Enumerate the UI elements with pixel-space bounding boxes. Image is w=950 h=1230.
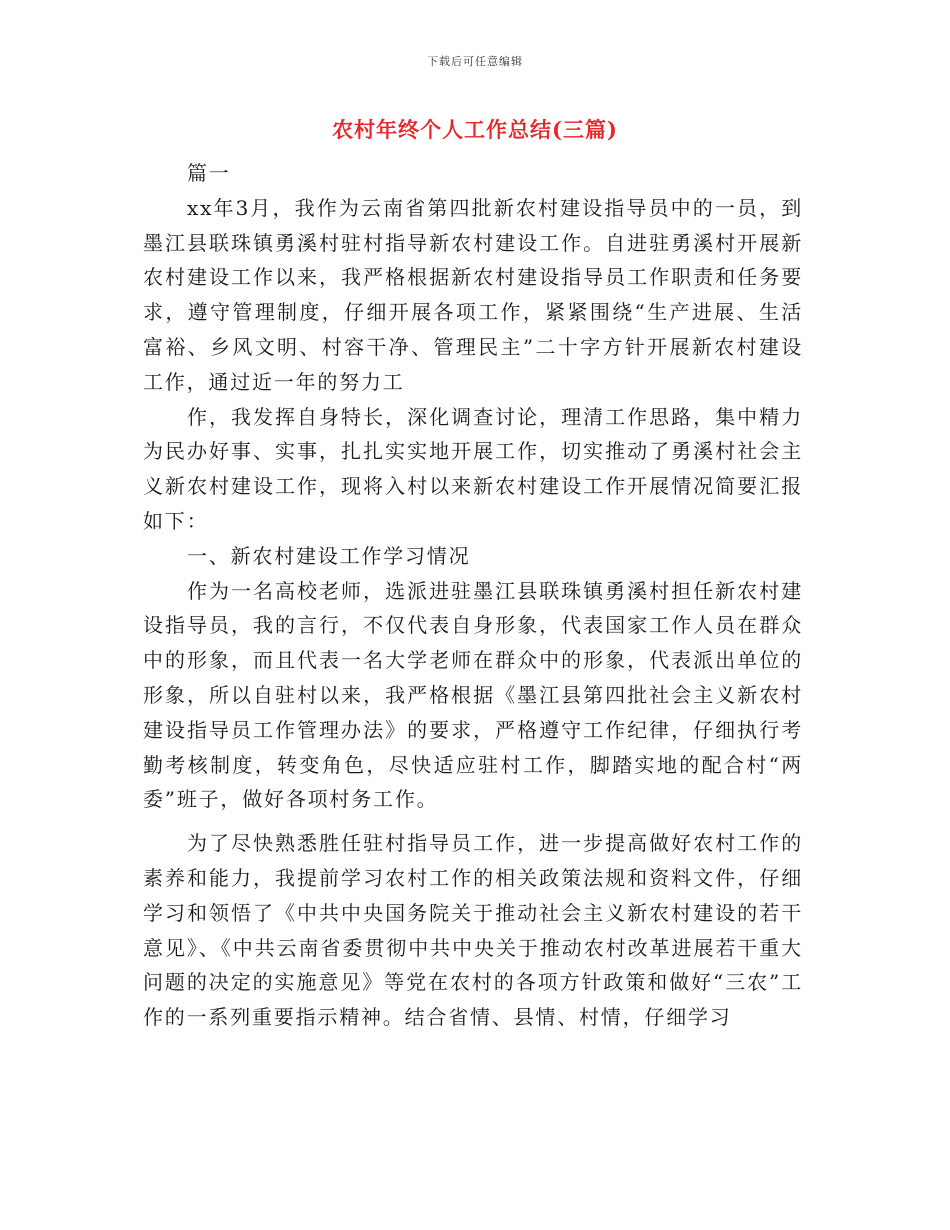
paragraph-gap <box>143 817 803 826</box>
document-title: 农村年终个人工作总结(三篇) <box>332 117 618 142</box>
paragraph: 作为一名高校老师，选派进驻墨江县联珠镇勇溪村担任新农村建设指导员，我的言行，不仅代表自身形象，代表国家工作人员在群众中的形象，而且代表一名大学老师在群众中的形象，代表派出单位的形象，所以自驻村以来，我严格根据《墨江县第四批社会主义新农村建设指导员工作管理办法》的要求，严格遵守工作纪律，仔细执行考勤考核制度，转变角色，尽快适应驻村工作，脚踏实地的配合村“两委”班子，做好各项村务工作。 <box>143 578 803 812</box>
paragraph: 作，我发挥自身特长，深化调查讨论，理清工作思路，集中精力为民办好事、实事，扎扎实实地开展工作，切实推动了勇溪村社会主义新农村建设工作，现将入村以来新农村建设工作开展情况简要汇报如下： <box>143 404 803 533</box>
section-label: 篇一 <box>187 161 231 185</box>
paragraph: 为了尽快熟悉胜任驻村指导员工作，进一步提高做好农村工作的素养和能力，我提前学习农村工作的相关政策法规和资料文件，仔细学习和领悟了《中共中央国务院关于推动社会主义新农村建设的若干意见》、《中共云南省委贯彻中共中央关于推动农村改革进展若干重大问题的决定的实施意见》等党在农村的各项方针政策和做好“三农”工作的一系列重要指示精神。结合省情、县情、村情，仔细学习 <box>143 831 803 1030</box>
paragraph: xx年3月，我作为云南省第四批新农村建设指导员中的一员，到墨江县联珠镇勇溪村驻村指导新农村建设工作。自进驻勇溪村开展新农村建设工作以来，我严格根据新农村建设指导员工作职责和任务要求，遵守管理制度，仔细开展各项工作，紧紧围绕“生产进展、生活富裕、乡风文明、村容干净、管理民主”二十字方针开展新农村建设工作，通过近一年的努力工 <box>143 195 803 394</box>
header-note: 下载后可任意编辑 <box>427 55 523 68</box>
section-heading: 一、新农村建设工作学习情况 <box>187 543 471 568</box>
document-body <box>143 156 803 1035</box>
